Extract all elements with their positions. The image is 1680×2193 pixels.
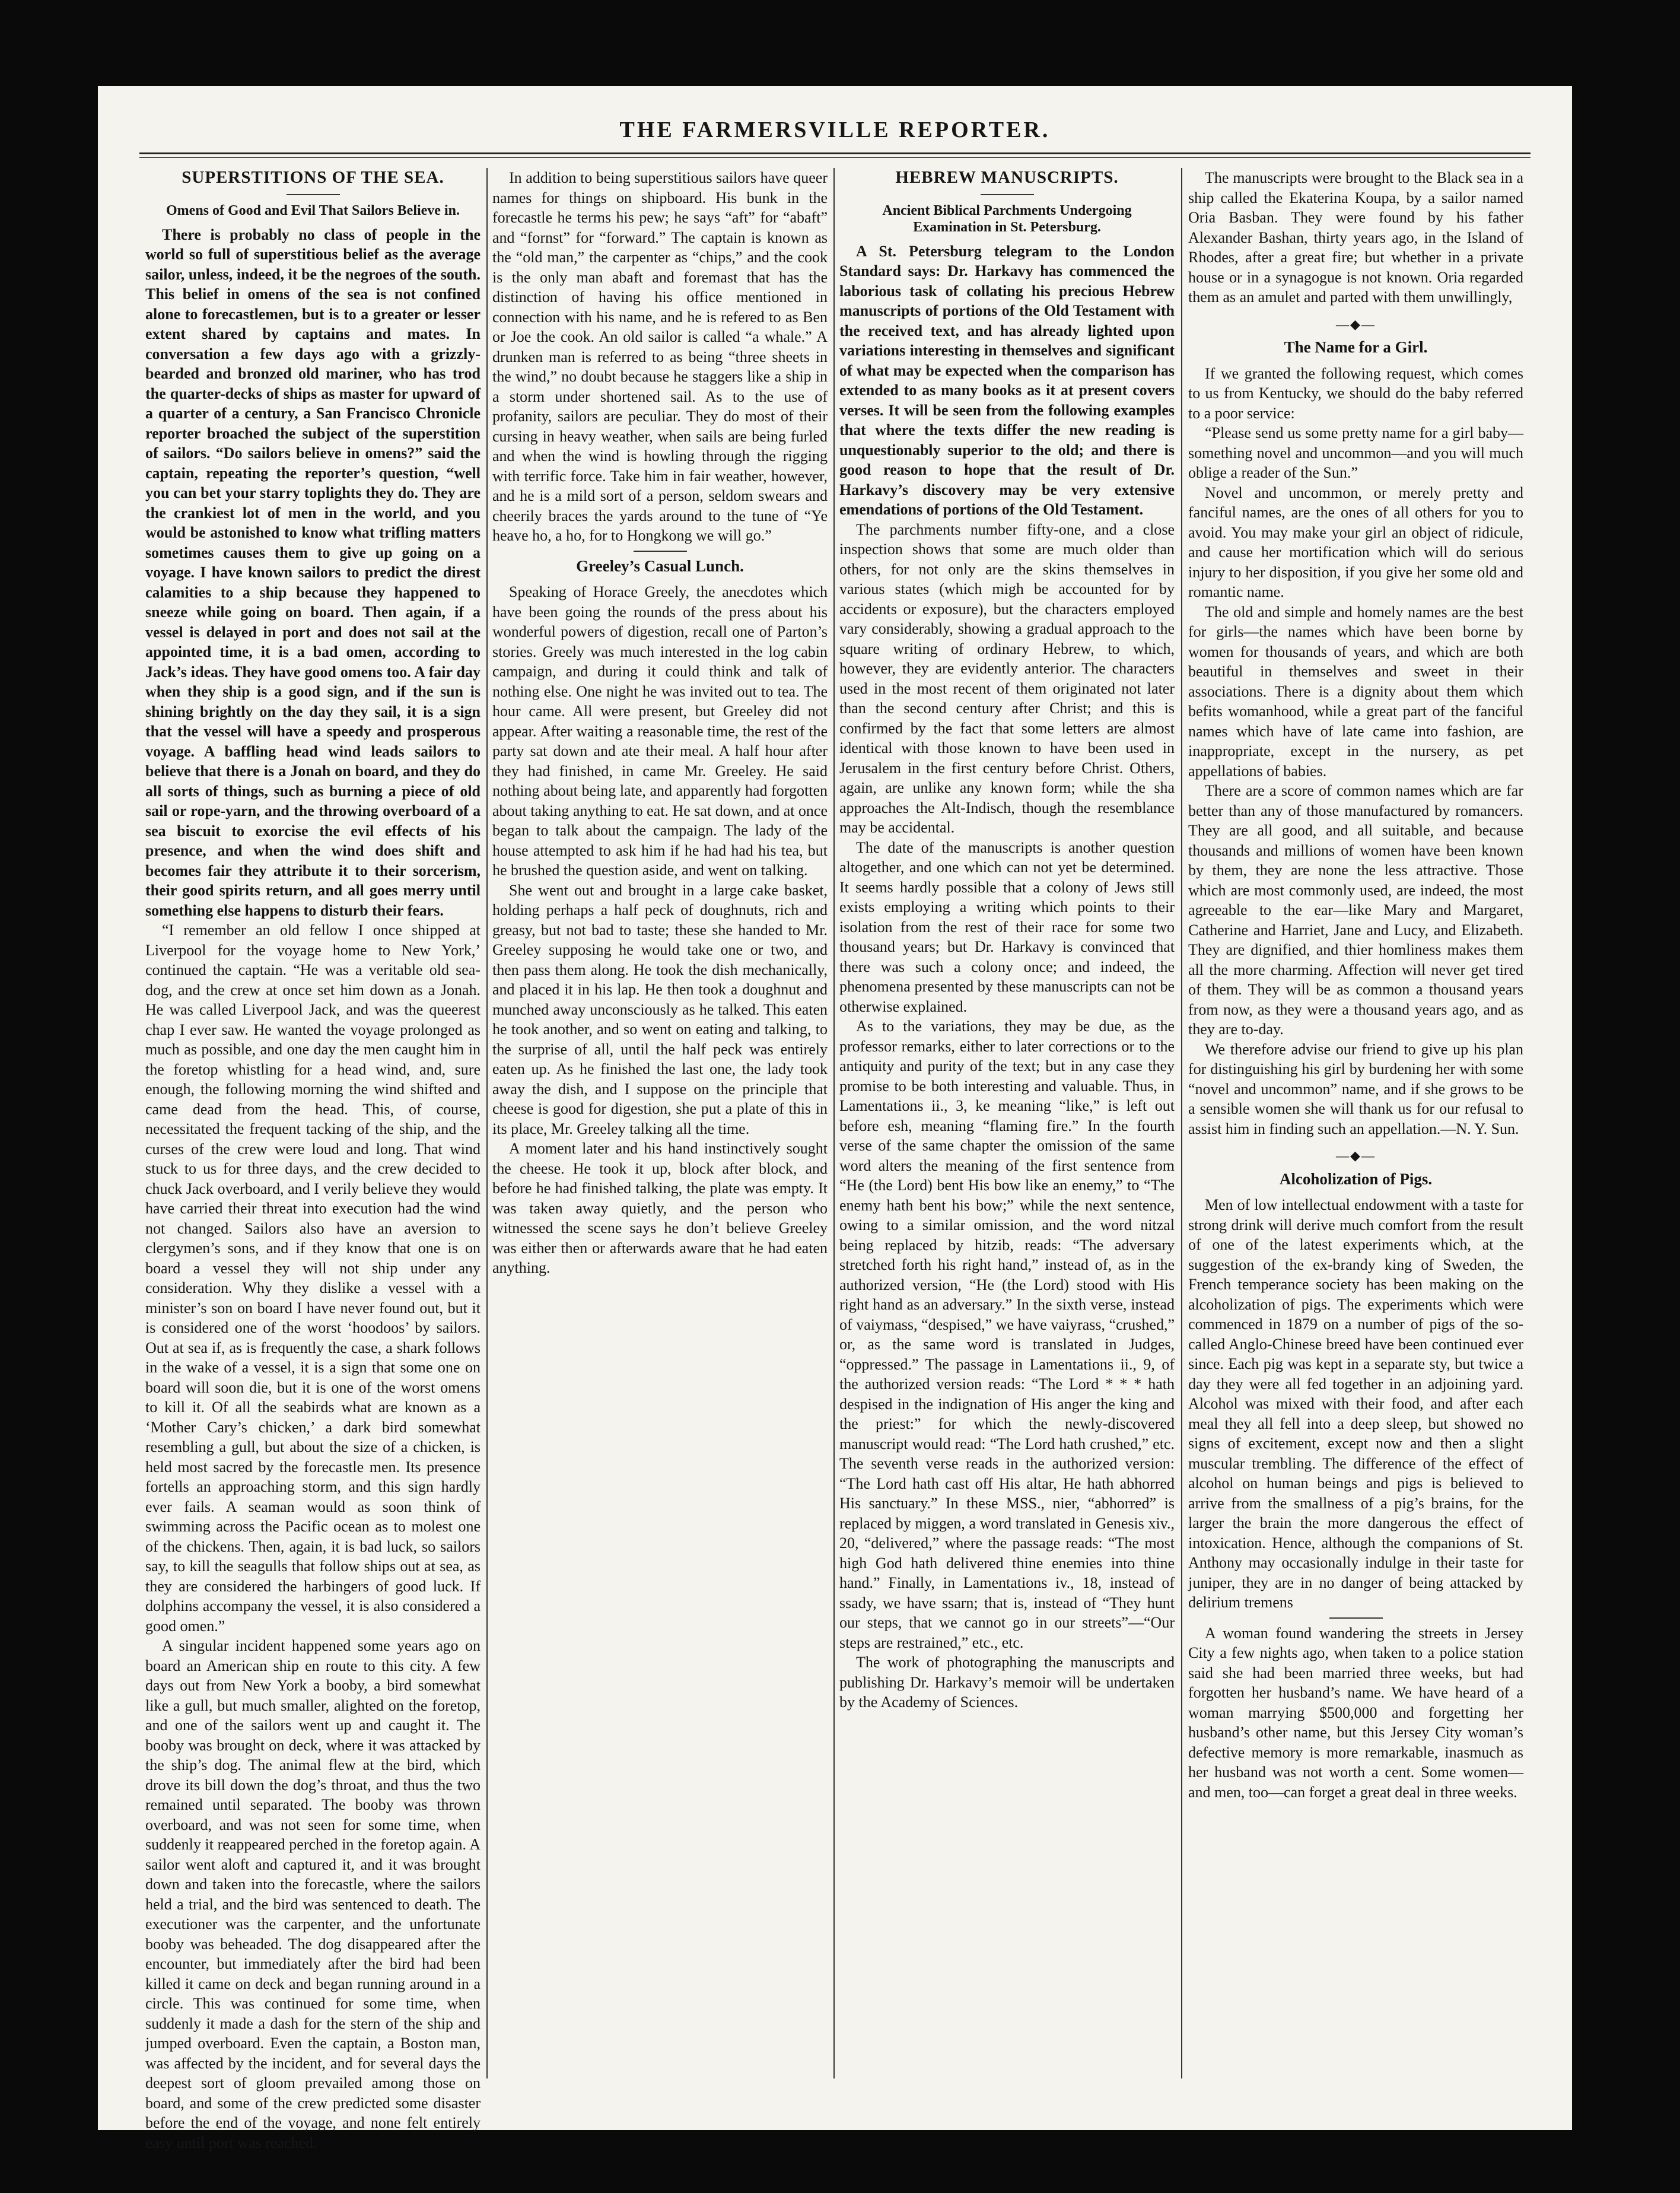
column-4 bbox=[1188, 168, 1523, 2111]
girl-name-headline: The Name for a Girl. bbox=[1284, 338, 1428, 356]
article-paragraph: As to the variations, they may be due, as the professor remarks, either to later corrections or to the antiquity and purity of the text; but in any case they promise to be both interesting and valuable. Thus, in Lamentations ii., 3, ke meaning “like,” is left out before esh, meaning “flaming fire.” In the fourth verse of the same chapter the omission of the same word alters the meaning of the first sentence from “He (the Lord) bent His bow like an enemy,” to “The enemy hath bent his bow;” while the next sentence, owing to a similar omission, and the word nitzal being replaced by hitzib, reads: “The adversary stretched forth his right hand,” instead of, as in the authorized version, “He (the Lord) stood with His right hand as an adversary.” In the sixth verse, instead of vaiymass, “despised,” we have vaiyrass, “crushed,” or, as the same word is translated in Judges, “oppressed.” The passage in Lamentations ii., 9, of the authorized version reads: “The Lord * * * hath despised in the indignation of His anger the king and the priest:” for which the newly-discovered manuscript would read: “The Lord hath crushed,” etc. The seventh verse reads in the authorized version: “The Lord hath cast off His altar, He hath abhorred His sanctuary.” In these MSS., nier, “abhorred” is replaced by miggen, a word translated in Genesis xiv., 20, “delivered,” where the passage reads: “The most high God hath delivered thine enemies into thine hand.” Finally, in Lamentations iv., 18, instead of ssady, we have ssarn; that is, instead of “They hunt our steps, that we cannot go in our streets”—“Our steps are restrained,” etc., etc. bbox=[839, 1018, 1175, 1651]
column-rule bbox=[486, 168, 488, 2078]
article-paragraph: A woman found wandering the streets in Jersey City a few nights ago, when taken to a police station said she had been married three weeks, but had forgotten her husband’s name. We have heard of a woman marrying $500,000 and forgetting her husband’s other name, but this Jersey City woman’s defective memory is more remarkable, inasmuch as her husband was not worth a cent. Some women—and men, too—can forget a great deal in three weeks. bbox=[1188, 1624, 1523, 1801]
divider bbox=[981, 194, 1034, 195]
newspaper-page bbox=[98, 86, 1572, 2151]
article-paragraph: A singular incident happened some years ago on board an American ship en route to this city. A few days out from New York a booby, a bird somewhat like a gull, but much smaller, alighted on the foretop, and one of the sailors went up and caught it. The booby was brought on deck, where it was attacked by the ship’s dog. The animal flew at the bird, which drove its bill down the dog’s throat, and thus the two remained until separated. The booby was thrown overboard, and was not seen for some time, when suddenly it reappeared perched in the foretop again. A sailor went aloft and captured it, and it was brought down and taken into the forecastle, where the sailors held a trial, and the bird was sentenced to death. The executioner was the carpenter, and the unfortunate booby was beheaded. The dog disappeared after the encounter, but immediately after the bird had been killed it came on deck and began running around in a circle. This was continued for some time, when suddenly it made a dash for the stern of the ship and jumped overboard. Even the captain, a Boston man, was affected by the incident, and for several days the deepest sort of gloom prevailed among those on board, and some of the crew predicted some disaster before the end of the voyage, and none felt entirely easy until port was reached. bbox=[145, 1637, 481, 2151]
ornament-divider: —◆— bbox=[1336, 1148, 1376, 1163]
superstitions-subhead: Omens of Good and Evil That Sailors Believe in. bbox=[166, 202, 460, 218]
article-paragraph: “Please send us some pretty name for a girl baby—something novel and uncommon—and you will much oblige a reader of the Sun.” bbox=[1188, 424, 1523, 481]
article-paragraph: In addition to being superstitious sailors have queer names for things on shipboard. His bunk in the forecastle he terms his pew; he says “aft” for “abaft” and “fornst” for “forward.” The captain is known as the “old man,” the carpenter as “chips,” and the cook is the only man abaft and foremast that has the distinction of having his office mentioned in connection with his name, and he is refered to as Ben or Joe the cook. An old sailor is called “a whale.” A drunken man is referred to as being “three sheets in the wind,” no doubt because he staggers like a ship in a storm under shortened sail. As to the use of profanity, sailors are peculiar. They do most of their cursing in heavy weather, when sails are being furled and when the wind is howling through the rigging with terrific force. Take him in fair weather, however, and he is a mild sort of a person, seldom swears and cheerily braces the yards around to the tune of “Ye heave ho, a ho, for to Hongkong we will go.” bbox=[492, 169, 828, 544]
article-paragraph: There are a score of common names which are far better than any of those manufactured by romancers. They are all good, and all suitable, and because thousands and millions of women have been known by them, they are none the less attractive. Those which are most commonly used, are indeed, the most agreeable to the ear—like Mary and Margaret, Catherine and Harriet, Jane and Lucy, and Elizabeth. They are dignified, and thier homliness makes them all the more charming. Affection will never get tired of them. They will be as common a thousand years from now, as they were a thousand years ago, and as they are to-day. bbox=[1188, 782, 1523, 1038]
header-rule-thin bbox=[139, 157, 1531, 158]
header-rule bbox=[139, 152, 1531, 154]
article-paragraph: The parchments number fifty-one, and a close inspection shows that some are much older than others, for not only are the skins themselves in various states (which migh be accounted for by accidents or exposure), but the characters employed vary considerably, showing a gradual approach to the square writing of ordinary Hebrew, to which, however, they are evidently anterior. The characters used in the most recent of them originated not later than the second century after Christ; and this is confirmed by the fact that some letters are almost identical with those known to have been used in Jerusalem in the first century before Christ. Others, again, are unlike any known form; while the sha approaches the Alt-Indisch, though the resemblance may be accidental. bbox=[839, 520, 1175, 836]
article-paragraph: Men of low intellectual endowment with a taste for strong drink will derive much comfort from the result of one of the latest experiments which, at the suggestion of the ex-brandy king of Sweden, the French temperance society has been making on the alcoholization of pigs. The experiments which were commenced in 1879 on a number of pigs of the so-called Anglo-Chinese breed have been continued ever since. Each pig was kept in a separate sty, but twice a day they were all fed together in an adjoining yard. Alcohol was mixed with their food, and after each meal they all fell into a deep sleep, but showed no signs of excitement, except now and then a slight muscular trembling. The difference of the effect of alcohol on human beings and pigs is believed to arrive from the smallness of a pig’s brains, for the larger the brain the more dangerous the effect of intoxication. Hence, although the companions of St. Anthony may occasionally indulge in their taste for juniper, they are in no danger of being attacked by delirium tremens bbox=[1188, 1196, 1523, 1611]
article-paragraph: The work of photographing the manuscripts and publishing Dr. Harkavy’s memoir will be undertaken by the Academy of Sciences. bbox=[839, 1654, 1175, 1711]
article-paragraph: If we granted the following request, which comes to us from Kentucky, we should do the baby referred to a poor service: bbox=[1188, 364, 1523, 422]
article-paragraph: “I remember an old fellow I once shipped at Liverpool for the voyage home to New York,’ continued the captain. “He was a veritable old sea-dog, and the crew at once set him down as a Jonah. He was called Liverpool Jack, and was the queerest chap I ever saw. He wanted the voyage prolonged as much as possible, and one day the men caught him in the foretop whistling for a head wind, and, sure enough, the following morning the wind shifted and came dead from the head. This, of course, necessitated the frequent tacking of the ship, and the curses of the crew were loud and long. That wind stuck to us for three days, and the crew decided to chuck Jack overboard, and I verily believe they would have carried their threat into execution had the wind not changed. Sailors also have an aversion to clergymen’s sons, and if they know that one is on board a vessel they will not ship under any consideration. Why they dislike a vessel with a minister’s son on board I have never found out, but it is considered one of the worst ‘hoodoos’ by sailors. Out at sea if, as is frequently the case, a shark follows in the wake of a vessel, it is a sign that some one on board will soon die, but it is one of the worst omens to kill it. Of all the seabirds what are known as a ‘Mother Cary’s chicken,’ a dark bird somewhat resembling a gull, but about the size of a chicken, is held most sacred by the forecastle men. Its presence fortells an approaching storm, and this sign hardly ever fails. A seaman would as soon think of swimming across the Pacific ocean as to molest one of the chickens. Then, again, it is bad luck, so sailors say, to kill the seagulls that follow ships out at sea, as they are considered the harbingers of good luck. If dolphins accompany the vessel, it is also considered a good omen.” bbox=[145, 921, 481, 1635]
column-rule bbox=[1181, 168, 1182, 2078]
column-1 bbox=[145, 168, 481, 2151]
divider bbox=[287, 194, 340, 195]
column-2 bbox=[492, 168, 828, 2111]
divider bbox=[1329, 1617, 1383, 1619]
running-title: THE FARMERSVILLE REPORTER. bbox=[619, 117, 1051, 142]
article-paragraph: There is probably no class of people in the world so full of superstitious belief as the average sailor, unless, indeed, it be the negroes of the south. This belief in omens of the sea is not confined alone to forecastlemen, but is to a greater or lesser extent shared by captains and mates. In conversation a few days ago with a grizzly-bearded and bronzed old mariner, who has trod the quarter-decks of ships as master for upward of a quarter of a century, a San Francisco Chronicle reporter broached the subject of the superstition of sailors. “Do sailors believe in omens?” said the captain, repeating the reporter’s question, “well you can bet your starry toplights they do. They are the crankiest lot of men in the world, and you would be astonished to know what trifling matters sometimes causes them to give up going on a voyage. I have known sailors to predict the direst calamities to a ship because they happened to sneeze while going on board. Then again, if a vessel is delayed in port and does not sail at the appointed time, it is a bad omen, according to Jack’s ideas. They have good omens too. A fair day when they ship is a good sign, and if the sun is shining brightly on the day they sail, it is a sign that the vessel will have a speedy and prosperous voyage. A baffling head wind leads sailors to believe that there is a Jonah on board, and they do all sorts of things, such as burning a piece of old sail or rope-yarn, and the throwing overboard of a sea biscuit to exorcise the evil effects of his presence, and when the wind does shift and becomes fair they attribute it to their sorcerism, their good spirits return, and all goes merry until something else happens to disturb their fears. bbox=[145, 225, 481, 919]
article-paragraph: A moment later and his hand instinctively sought the cheese. He took it up, block after block, and before he had finished talking, the plate was empty. It was taken away quietly, and the person who witnessed the scene says he don’t believe Greeley was either then or afterwards aware that he had eaten anything. bbox=[492, 1140, 828, 1276]
column-rule bbox=[833, 168, 835, 2078]
divider bbox=[634, 551, 687, 552]
article-paragraph: A St. Petersburg telegram to the London Standard says: Dr. Harkavy has commenced the laborious task of collating his precious Hebrew manuscripts of portions of the Old Testament with the received text, and has already lighted upon variations interesting in themselves and significant of what may be expected when the comparison has extended to as many books as it at present covers verses. It will be seen from the following examples that where the texts differ the new reading is unquestionably superior to the old; and there is good reason to hope that the result of Dr. Harkavy’s discovery may be very extensive emendations of portions of the Old Testament. bbox=[839, 242, 1175, 518]
hebrew-headline: HEBREW MANUSCRIPTS. bbox=[895, 168, 1119, 187]
article-paragraph: The manuscripts were brought to the Black sea in a ship called the Ekaterina Koupa, by a sailor named Oria Basban. They were found by his father Alexander Bashan, thirty years ago, in the Island of Rhodes, after a great fire; but whether in a private house or in a synagogue is not known. Oria regarded them as an amulet and parted with them unwillingly, bbox=[1188, 169, 1523, 306]
greeley-headline: Greeley’s Casual Lunch. bbox=[576, 557, 744, 575]
hebrew-subhead: Ancient Biblical Parchments Undergoing Examination in St. Petersburg. bbox=[882, 202, 1132, 235]
article-paragraph: She went out and brought in a large cake basket, holding perhaps a half peck of doughnuts, rich and greasy, but not bad to taste; these she handed to Mr. Greeley supposing he would take one or two, and then pass them along. He took the dish mechanically, and placed it in his lap. He then took a doughnut and munched away unconsciously as he talked. This eaten he took another, and so went on eating and talking, to the surprise of all, until the half peck was entirely eaten up. As he finished the last one, the lady took away the dish, and I suppose on the principle that cheese is good for digestion, she put a plate of this in its place, Mr. Greeley talking all the time. bbox=[492, 881, 828, 1137]
column-3 bbox=[839, 168, 1175, 2111]
ornament-divider: —◆— bbox=[1336, 316, 1376, 332]
article-paragraph: Novel and uncommon, or merely pretty and fanciful names, are the ones of all others for you to avoid. You may make your girl an object of ridicule, and cause her mortification which will do serious injury to her disposition, if you give her some old and romantic name. bbox=[1188, 484, 1523, 600]
pigs-headline: Alcoholization of Pigs. bbox=[1279, 1169, 1433, 1188]
article-paragraph: The old and simple and homely names are the best for girls—the names which have been borne by women for thousands of years, and which are both beautiful in themselves and sweet in their associations. There is a dignity about them which befits womanhood, while a great part of the fanciful names which have of late came into fashion, are inappropriate, except in the nursery, as pet appellations of babies. bbox=[1188, 603, 1523, 780]
article-paragraph: The date of the manuscripts is another question altogether, and one which can not yet be determined. It seems hardly possible that a colony of Jews still exists employing a writing which points to their isolation from the rest of their race for some two thousand years; but Dr. Harkavy is convinced that there was such a colony once; and indeed, the phenomena presented by these manuscripts can not be otherwise explained. bbox=[839, 838, 1175, 1015]
article-paragraph: We therefore advise our friend to give up his plan for distinguishing his girl by burdening her with some “novel and uncommon” name, and if she grows to be a sensible women she will thank us for our refusal to assist him in finding such an appellation.—N. Y. Sun. bbox=[1188, 1040, 1523, 1137]
article-paragraph: Speaking of Horace Greely, the anecdotes which have been going the rounds of the press about his wonderful powers of digestion, recall one of Parton’s stories. Greely was much interested in the log cabin campaign, and during it could think and talk of nothing else. One night he was invited out to tea. The hour came. All were present, but Greeley did not appear. After waiting a reasonable time, the rest of the party sat down and ate their meal. A half hour after they had finished, in came Mr. Greeley. He said nothing about being late, and apparently had forgotten about taking anything to eat. He sat down, and at once began to talk about the campaign. The lady of the house attempted to ask him if he had had his tea, but he brushed the question aside, and went on talking. bbox=[492, 583, 828, 879]
superstitions-headline: SUPERSTITIONS OF THE SEA. bbox=[182, 168, 444, 187]
